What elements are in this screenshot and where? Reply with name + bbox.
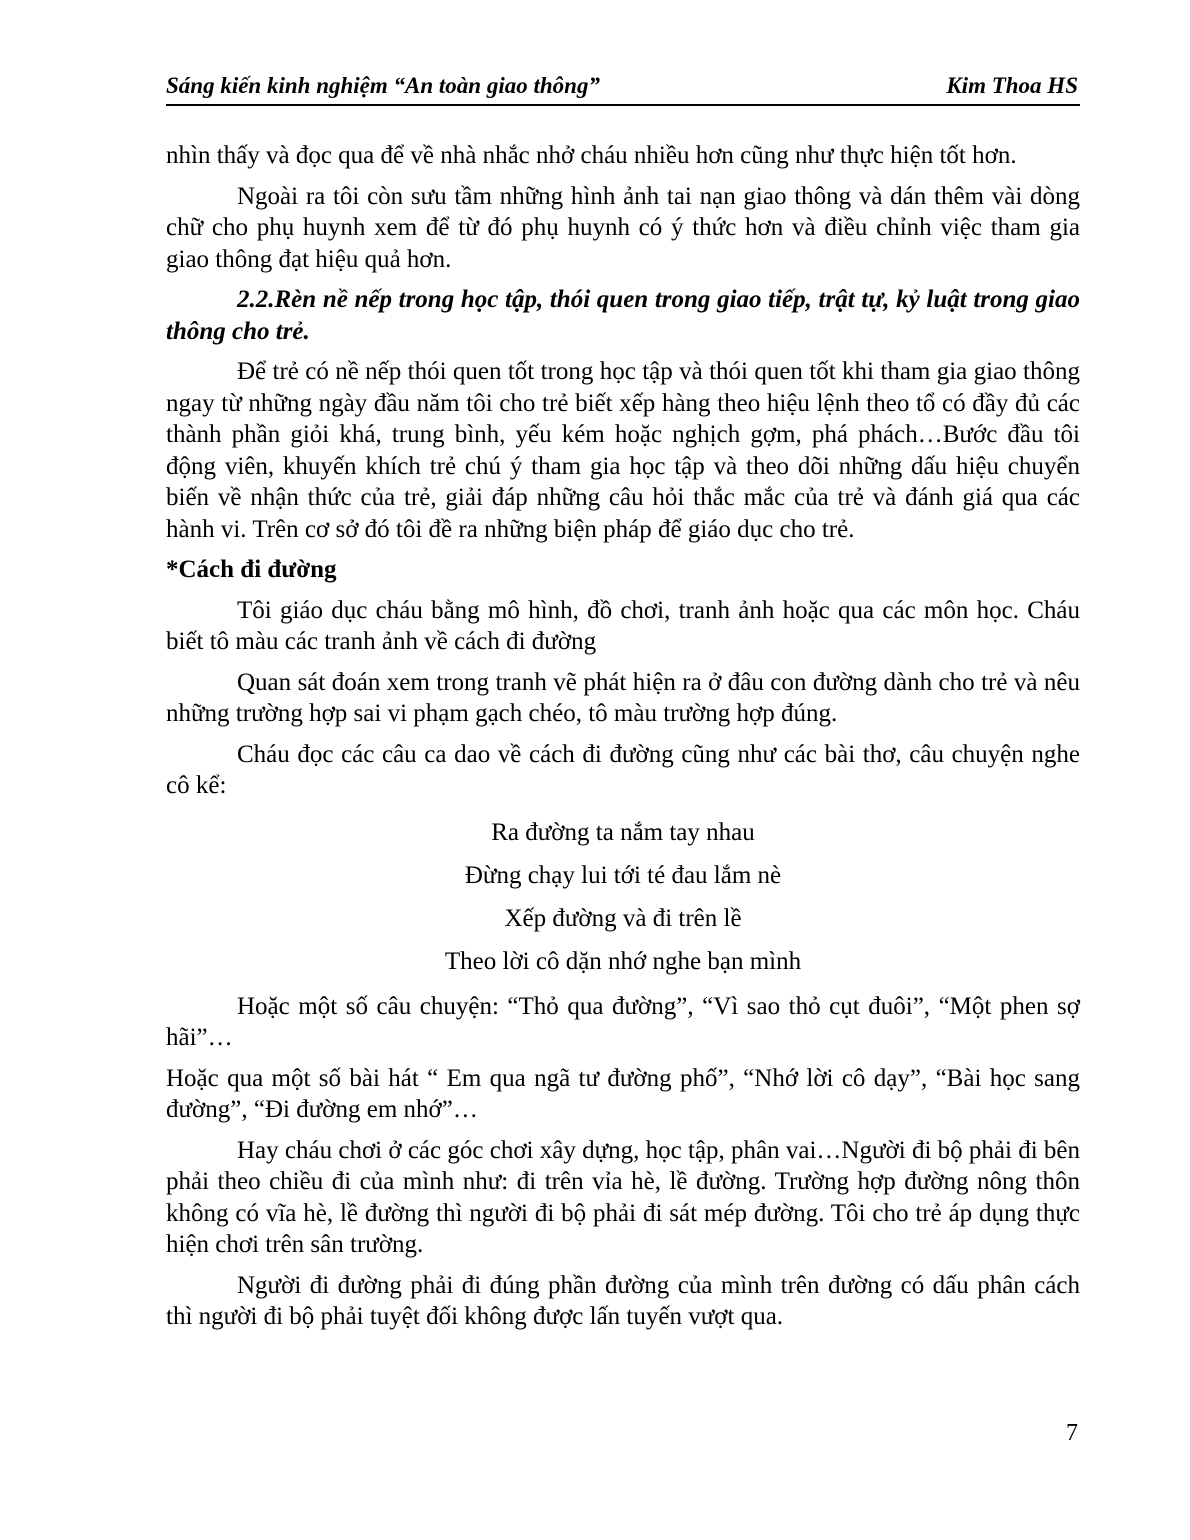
paragraph-continuation: nhìn thấy và đọc qua để về nhà nhắc nhở cháu nhiều hơn cũng như thực hiện tốt hơn. xyxy=(166,142,1017,169)
header-author: Kim Thoa HS xyxy=(946,73,1078,98)
subheading-how-to-walk: *Cách đi đường xyxy=(166,556,337,583)
page-header xyxy=(166,70,1080,106)
poem-block xyxy=(166,811,1080,983)
paragraph-habits: Để trẻ có nề nếp thói quen tốt trong học tập và thói quen tốt khi tham gia giao thông ngay từ những ngày đầu năm tôi cho trẻ biết xếp hàng theo hiệu lệnh theo tổ có đầy đủ các thành phần giỏi khá, trung bình, yếu kém hoặc nghịch gợm, phá phách…Bước đầu tôi động viên, khuyến khích trẻ chú ý tham gia học tập và theo dõi những dấu hiệu chuyển biến về nhận thức của trẻ, giải đáp những câu hỏi thắc mắc của trẻ và đánh giá qua các hành vi. Trên cơ sở đó tôi đề ra những biện pháp để giáo dục cho trẻ. xyxy=(166,358,1080,543)
paragraph-play-corners: Hay cháu chơi ở các góc chơi xây dựng, học tập, phân vai…Người đi bộ phải đi bên phải theo chiều đi của mình như: đi trên vỉa hè, lề đường. Trường hợp đường nông thôn không có vĩa hè, lề đường thì người đi bộ phải đi sát mép đường. Tôi cho trẻ áp dụng thực hiện chơi trên sân trường. xyxy=(166,1136,1080,1258)
paragraph-stories: Hoặc một số câu chuyện: “Thỏ qua đường”, “Vì sao thỏ cụt đuôi”, “Một phen sợ hãi”… xyxy=(166,992,1080,1051)
paragraph-accident-images: Ngoài ra tôi còn sưu tầm những hình ảnh tai nạn giao thông và dán thêm vài dòng chữ cho phụ huynh xem để từ đó phụ huynh có ý thức hơn và điều chỉnh việc tham gia giao thông đạt hiệu quả hơn. xyxy=(166,182,1080,273)
poem-line: Theo lời cô dặn nhớ nghe bạn mình xyxy=(444,947,802,975)
page-number: 7 xyxy=(1066,1420,1078,1446)
section-heading-2-2: 2.2.Rèn nề nếp trong học tập, thói quen trong giao tiếp, trật tự, kỷ luật trong giao thông cho trẻ. xyxy=(166,286,1080,345)
paragraph-models-toys: Tôi giáo dục cháu bằng mô hình, đồ chơi, tranh ảnh hoặc qua các môn học. Cháu biết tô màu các tranh ảnh về cách đi đường xyxy=(166,596,1080,655)
paragraph-lane-rules: Người đi đường phải đi đúng phần đường của mình trên đường có dấu phân cách thì người đi bộ phải tuyệt đối không được lấn tuyến vượt qua. xyxy=(166,1271,1080,1330)
header-document-title: Sáng kiến kinh nghiệm “An toàn giao thông” xyxy=(166,73,600,98)
poem-line: Xếp đường và đi trên lề xyxy=(504,904,742,932)
poem-line: Ra đường ta nắm tay nhau xyxy=(491,818,755,846)
paragraph-songs: Hoặc qua một số bài hát “ Em qua ngã tư đường phố”, “Nhớ lời cô dạy”, “Bài học sang đường”, “Đi đường em nhớ”… xyxy=(166,1064,1080,1123)
document-body xyxy=(166,140,1080,1342)
paragraph-folk-verses: Cháu đọc các câu ca dao về cách đi đường cũng như các bài thơ, câu chuyện nghe cô kể: xyxy=(166,740,1080,799)
paragraph-observe-pictures: Quan sát đoán xem trong tranh vẽ phát hiện ra ở đâu con đường dành cho trẻ và nêu những trường hợp sai vi phạm gạch chéo, tô màu trường hợp đúng. xyxy=(166,668,1080,727)
poem-line: Đừng chạy lui tới té đau lắm nè xyxy=(464,861,782,889)
